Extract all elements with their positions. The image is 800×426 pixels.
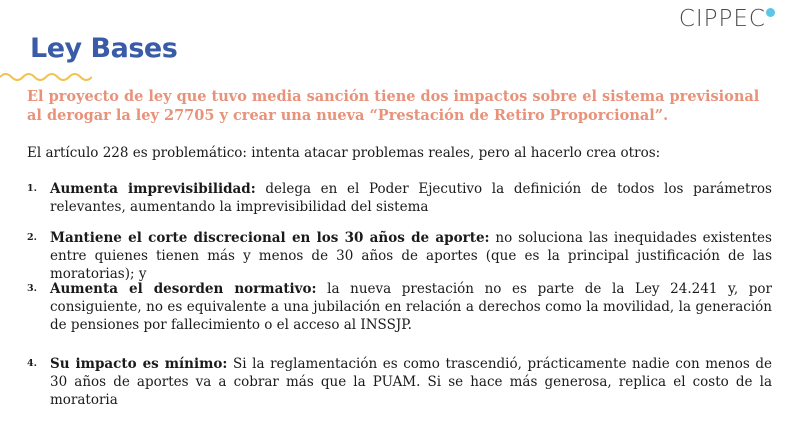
list-item-number: 1.	[27, 183, 37, 194]
intro-text: El artículo 228 es problemático: intenta atacar problemas reales, pero al hacerlo crea otros:	[27, 145, 661, 161]
logo-dot-icon	[766, 8, 775, 17]
list-item-number: 4.	[27, 358, 37, 369]
list-item	[27, 180, 772, 216]
slide-title: Ley Bases	[30, 33, 178, 64]
list-item-lead: Aumenta el desorden normativo:	[50, 281, 317, 297]
list-item-text: delega en el Poder Ejecutivo la definición de todos los parámetros relevantes, aumentando la imprevisibilidad del sistema	[50, 181, 772, 215]
list-item-number: 2.	[27, 232, 37, 243]
list-item	[27, 355, 772, 409]
wave-decoration-icon	[0, 71, 92, 83]
list-item-text: la nueva prestación no es parte de la Ley 24.241 y, por consiguiente, no es equivalente a una jubilación en relación a derechos como la movilidad, la generación de pensiones por fallecimiento o el acceso al INSSJP.	[50, 281, 773, 333]
list-item-text: no soluciona las inequidades existentes entre quienes tienen más y menos de 30 años de aportes (que es la principal justificación de las moratorias); y	[50, 230, 772, 282]
list-item-lead: Mantiene el corte discrecional en los 30 años de aporte:	[50, 230, 490, 246]
slide-subtitle: El proyecto de ley que tuvo media sanción tiene dos impactos sobre el sistema previsional al derogar la ley 27705 y crear una nueva “Prestación de Retiro Proporcional”.	[27, 88, 760, 124]
list-item-text: Si la reglamentación es como trascendió, prácticamente nadie con menos de 30 años de aportes va a cobrar más que la PUAM. Si se hace más generosa, replica el costo de la moratoria	[50, 356, 772, 408]
list-item	[27, 280, 772, 334]
cippec-logo: CIPPEC	[678, 6, 766, 32]
list-item-lead: Su impacto es mínimo:	[50, 356, 228, 372]
list-item-lead: Aumenta imprevisibilidad:	[50, 181, 256, 197]
list-item	[27, 229, 772, 283]
list-item-number: 3.	[27, 283, 37, 294]
